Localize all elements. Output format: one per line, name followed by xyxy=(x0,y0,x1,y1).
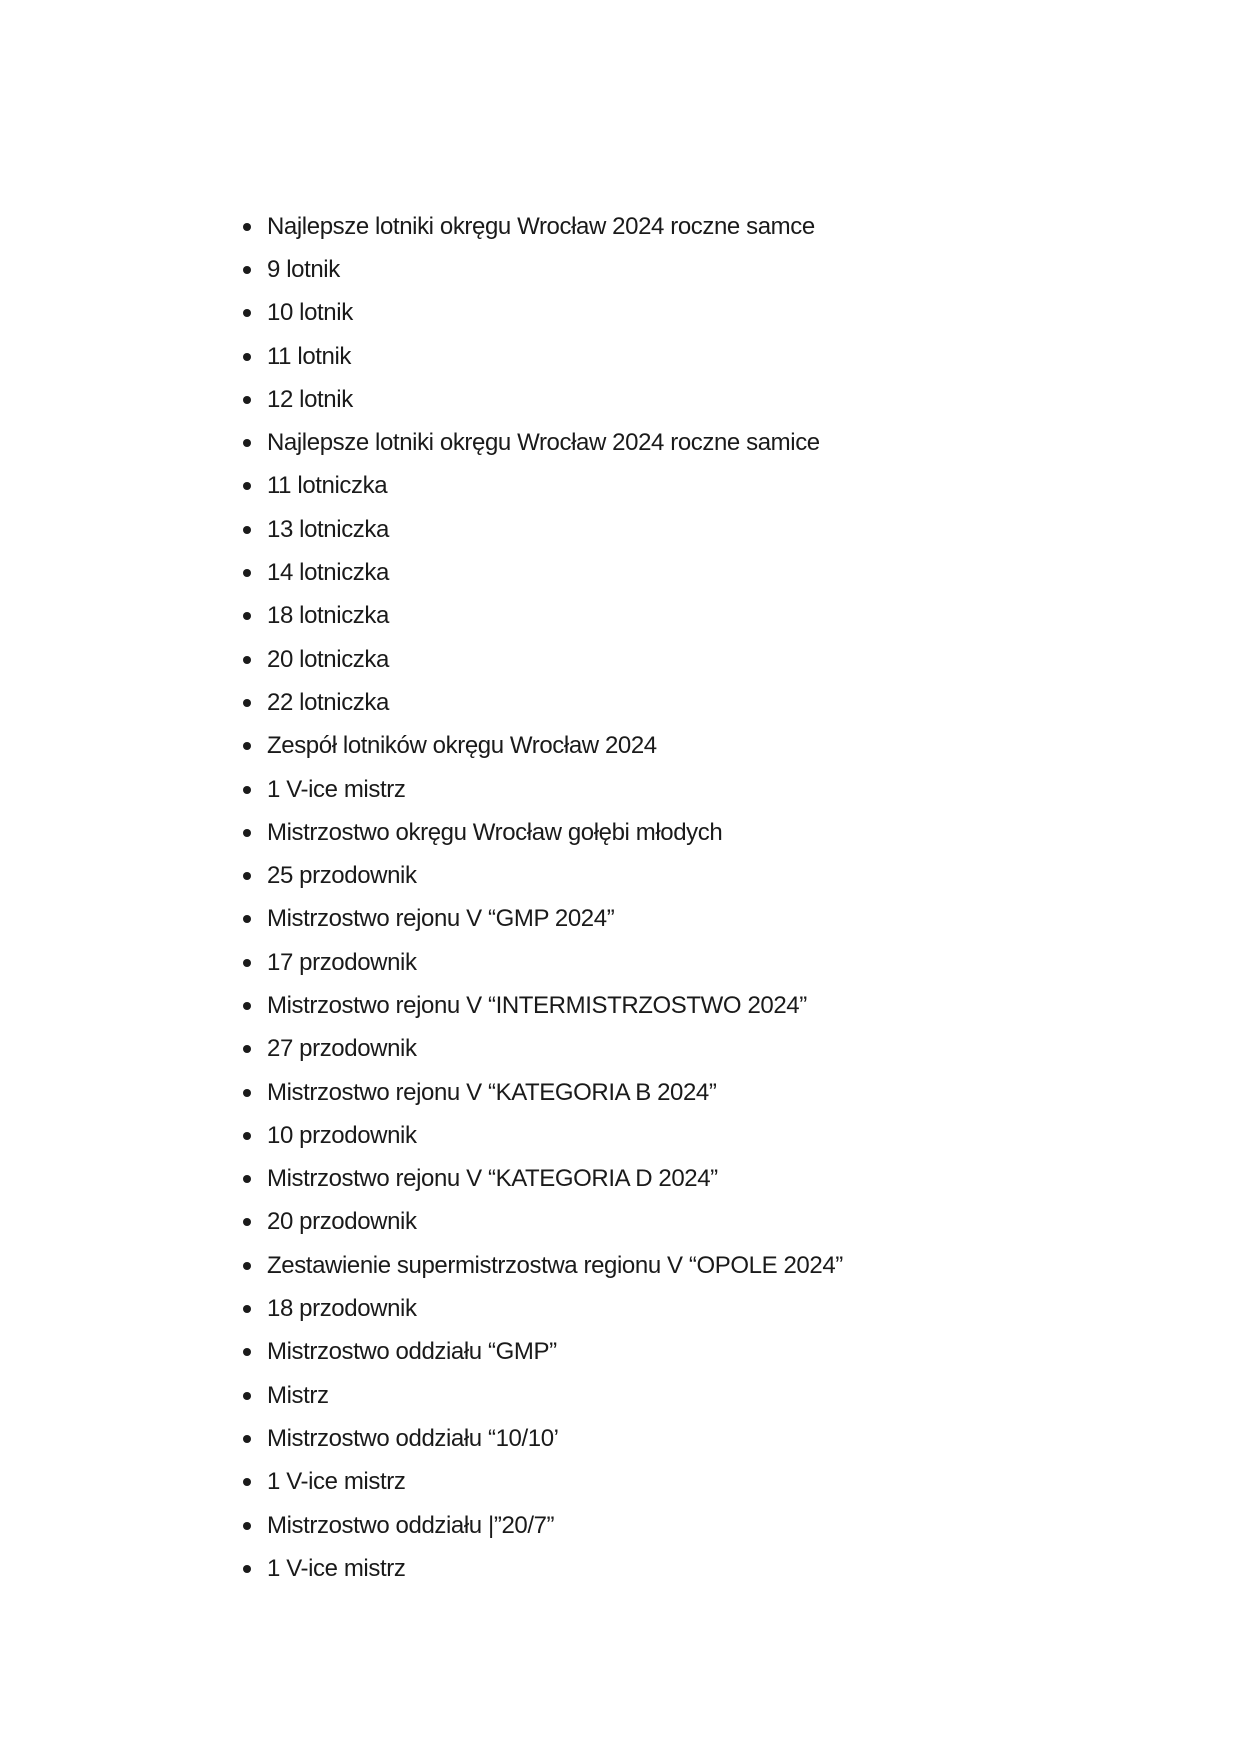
bullet-icon xyxy=(243,396,251,404)
bullet-icon xyxy=(243,353,251,361)
list-item-text: Mistrzostwo rejonu V “INTERMISTRZOSTWO 2024” xyxy=(267,991,807,1019)
bullet-icon xyxy=(243,959,251,967)
bullet-icon xyxy=(243,439,251,447)
list-item xyxy=(0,1504,843,1547)
bullet-icon xyxy=(243,786,251,794)
bullet-icon xyxy=(243,1478,251,1486)
list-item xyxy=(0,335,843,378)
list-item-text: 1 V-ice mistrz xyxy=(267,775,406,803)
list-item xyxy=(0,1331,843,1374)
list-item xyxy=(0,1287,843,1330)
list-item xyxy=(0,1201,843,1244)
bullet-icon xyxy=(243,1392,251,1400)
list-item-text: 1 V-ice mistrz xyxy=(267,1468,406,1496)
bullet-icon xyxy=(243,1218,251,1226)
bullet-icon xyxy=(243,656,251,664)
bullet-icon xyxy=(243,915,251,923)
list-item-text: Mistrzostwo oddziału |”20/7” xyxy=(267,1511,555,1539)
list-item-text: 14 lotniczka xyxy=(267,559,389,587)
list-item-text: Mistrzostwo rejonu V “KATEGORIA B 2024” xyxy=(267,1078,717,1106)
list-item-text: 27 przodownik xyxy=(267,1035,417,1063)
bullet-icon xyxy=(243,1262,251,1270)
bullet-icon xyxy=(243,309,251,317)
list-item-text: Mistrzostwo oddziału “10/10’ xyxy=(267,1424,559,1452)
list-item xyxy=(0,725,843,768)
list-item-text: Mistrzostwo okręgu Wrocław gołębi młodych xyxy=(267,818,723,846)
list-item-text: Najlepsze lotniki okręgu Wrocław 2024 roczne samce xyxy=(267,212,815,240)
list-item-text: 10 przodownik xyxy=(267,1121,417,1149)
bullet-icon xyxy=(243,1565,251,1573)
list-item xyxy=(0,941,843,984)
list-item xyxy=(0,681,843,724)
bullet-icon xyxy=(243,1305,251,1313)
list-item xyxy=(0,1028,843,1071)
list-item-text: 9 lotnik xyxy=(267,255,340,283)
list-item xyxy=(0,595,843,638)
list-item-text: 10 lotnik xyxy=(267,299,353,327)
list-item xyxy=(0,638,843,681)
list-item-text: 11 lotniczka xyxy=(267,472,388,500)
bullet-icon xyxy=(243,569,251,577)
list-item xyxy=(0,205,843,248)
bullet-icon xyxy=(243,266,251,274)
bullet-icon xyxy=(243,742,251,750)
list-item xyxy=(0,898,843,941)
list-item xyxy=(0,1071,843,1114)
bullet-icon xyxy=(243,699,251,707)
bullet-icon xyxy=(243,1348,251,1356)
bullet-icon xyxy=(243,1522,251,1530)
list-item-text: 13 lotniczka xyxy=(267,515,389,543)
list-item-text: Zestawienie supermistrzostwa regionu V “OPOLE 2024” xyxy=(267,1251,843,1279)
list-item-text: Najlepsze lotniki okręgu Wrocław 2024 roczne samice xyxy=(267,429,820,457)
list-item-text: Mistrzostwo rejonu V “GMP 2024” xyxy=(267,905,615,933)
bullet-icon xyxy=(243,1002,251,1010)
list-item xyxy=(0,1244,843,1287)
bullet-icon xyxy=(243,526,251,534)
bullet-list xyxy=(0,205,843,1591)
bullet-icon xyxy=(243,1045,251,1053)
bullet-icon xyxy=(243,482,251,490)
list-item xyxy=(0,811,843,854)
list-item xyxy=(0,508,843,551)
bullet-icon xyxy=(243,1089,251,1097)
list-item-text: Zespół lotników okręgu Wrocław 2024 xyxy=(267,732,657,760)
list-item-text: Mistrz xyxy=(267,1381,329,1409)
list-item xyxy=(0,1461,843,1504)
list-item xyxy=(0,1417,843,1460)
list-item-text: Mistrzostwo rejonu V “KATEGORIA D 2024” xyxy=(267,1165,718,1193)
list-item xyxy=(0,1547,843,1590)
list-item-text: Mistrzostwo oddziału “GMP” xyxy=(267,1338,557,1366)
bullet-icon xyxy=(243,872,251,880)
list-item-text: 11 lotnik xyxy=(267,342,352,370)
list-item xyxy=(0,465,843,508)
list-item-text: 20 przodownik xyxy=(267,1208,417,1236)
list-item-text: 12 lotnik xyxy=(267,385,353,413)
list-item xyxy=(0,1374,843,1417)
list-item xyxy=(0,854,843,897)
bullet-icon xyxy=(243,1175,251,1183)
list-item xyxy=(0,248,843,291)
list-item-text: 20 lotniczka xyxy=(267,645,389,673)
list-item xyxy=(0,984,843,1027)
list-item xyxy=(0,551,843,594)
list-item-text: 18 lotniczka xyxy=(267,602,389,630)
bullet-icon xyxy=(243,829,251,837)
list-item xyxy=(0,1158,843,1201)
list-item xyxy=(0,378,843,421)
list-item xyxy=(0,1114,843,1157)
list-item xyxy=(0,768,843,811)
list-item xyxy=(0,421,843,464)
bullet-icon xyxy=(243,223,251,231)
list-item-text: 17 przodownik xyxy=(267,948,417,976)
list-item-text: 1 V-ice mistrz xyxy=(267,1554,406,1582)
bullet-icon xyxy=(243,1435,251,1443)
bullet-icon xyxy=(243,1132,251,1140)
list-item-text: 25 przodownik xyxy=(267,862,417,890)
list-item-text: 22 lotniczka xyxy=(267,688,389,716)
list-item xyxy=(0,292,843,335)
bullet-icon xyxy=(243,612,251,620)
list-item-text: 18 przodownik xyxy=(267,1295,417,1323)
